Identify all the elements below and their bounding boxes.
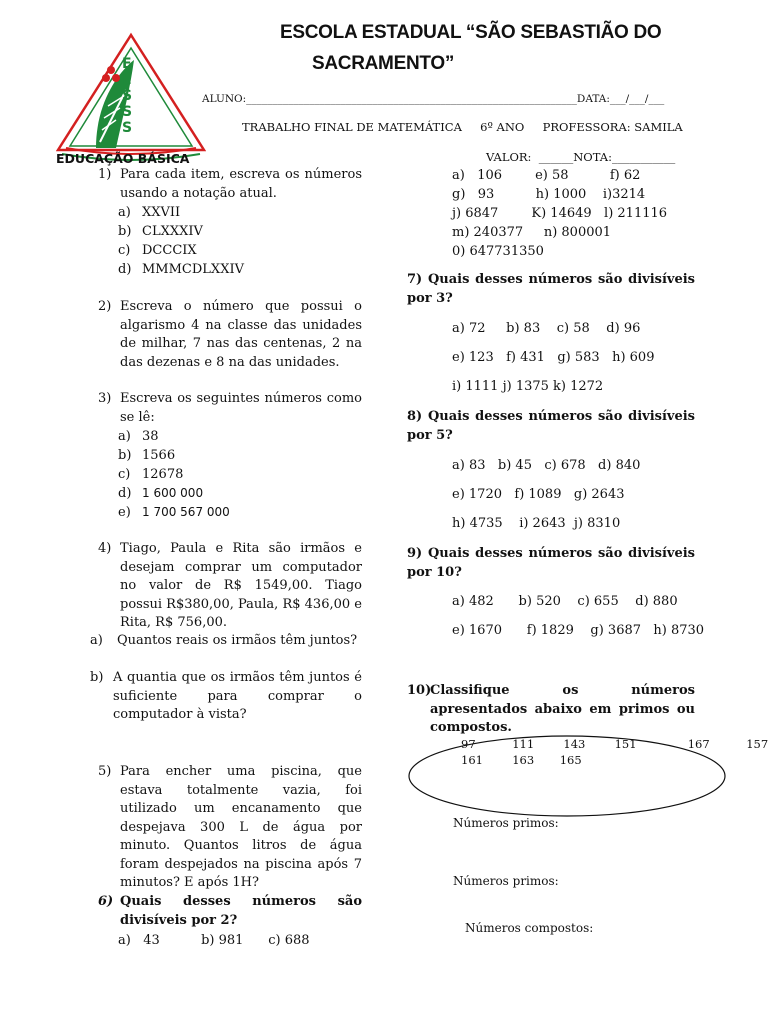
student-line: ALUNO:_______________________________________________________________DATA:___/___/___: [202, 93, 665, 105]
list-item: b) CLXXXIV: [118, 224, 203, 239]
list-row: m) 240377 n) 800001: [452, 225, 612, 240]
question-number: 1): [98, 167, 112, 182]
school-title-line2: SACRAMENTO”: [312, 53, 455, 74]
list-item: c) 12678: [118, 467, 184, 482]
question-8: 8) Quais desses números são divisíveis por 5?: [407, 409, 695, 443]
list-item: e) 1 700 567 000: [118, 505, 230, 520]
list-row: g) 93 h) 1000 i)3214: [452, 187, 646, 202]
logo-caption: EDUCAÇÃO BÁSICA: [56, 151, 190, 166]
school-title-line1: ESCOLA ESTADUAL “SÃO SEBASTIÃO DO: [280, 22, 662, 43]
list-row: h) 4735 i) 2643 j) 8310: [452, 516, 621, 531]
question-6-continued: [452, 166, 667, 261]
question-number: 6): [98, 894, 114, 909]
question-text: Tiago, Paula e Rita são irmãos e desejam comprar um computador no valor de R$ 1549,00. Tiago possui R$380,00, Paula, R$ 436,00 e Rita, R$ 756,00.: [120, 541, 362, 630]
list-item: b) 1566: [118, 448, 176, 463]
list-row: i) 1111 j) 1375 k) 1272: [452, 379, 604, 394]
school-logo: [56, 30, 206, 170]
question-8-options: [452, 456, 640, 533]
question-text: Classifique os números apresentados abaixo em primos ou compostos.: [430, 683, 695, 735]
question-number: 5): [98, 764, 112, 779]
list-item: d) 1 600 000: [118, 486, 204, 501]
list-row: a) 72 b) 83 c) 58 d) 96: [452, 321, 641, 336]
logo-letter: E: [122, 72, 132, 88]
logo-letter: S: [122, 88, 133, 104]
list-row: e) 123 f) 431 g) 583 h) 609: [452, 350, 655, 365]
question-7: 7) Quais desses números são divisíveis por 3?: [407, 272, 695, 306]
list-row: 0) 647731350: [452, 244, 544, 259]
question-1-items: [118, 203, 362, 279]
question-3-items: [118, 427, 362, 522]
logo-letters: [122, 56, 136, 136]
question-4-b: b) A quantia que os irmãos têm juntos é suficiente para comprar o computador à vista?: [90, 670, 362, 722]
list-item: a) XXVII: [118, 205, 181, 220]
composites-label: Números compostos:: [465, 921, 594, 935]
question-5: [98, 763, 362, 893]
question-text: Escreva o número que possui o algarismo 4 na classe das unidades de milhar, 7 nas das centenas, 2 na das dezenas e 8 na das unidades.: [120, 299, 362, 370]
grade-line: VALOR: ______NOTA:___________: [486, 150, 676, 164]
subject-line: TRABALHO FINAL DE MATEMÁTICA 6º ANO PROFESSORA: SAMILA: [242, 120, 683, 134]
question-2: [98, 298, 362, 372]
list-item: d) MMMCDLXXIV: [118, 262, 244, 277]
left-column: [98, 166, 362, 633]
question-text: Quais desses números são divisíveis por 2?: [120, 894, 362, 928]
question-7-options: [452, 319, 654, 396]
list-row: j) 6847 K) 14649 l) 211116: [452, 206, 668, 221]
primes-label-2: Números primos:: [453, 874, 559, 888]
question-text: Escreva os seguintes números como se lê:: [120, 391, 362, 425]
question-9-options: [452, 592, 704, 640]
question-6-row1: a) 43 b) 981 c) 688: [118, 933, 310, 948]
question-4-a: a) Quantos reais os irmãos têm juntos?: [90, 633, 358, 648]
list-row: a) 106 e) 58 f) 62: [452, 168, 641, 183]
list-item: c) DCCCIX: [118, 243, 197, 258]
list-item: a) 38: [118, 429, 159, 444]
numbers-row-1: 97 111 143 151 167 157: [461, 737, 768, 751]
question-text: Para encher uma piscina, que estava totalmente vazia, foi utilizado um encanamento que despejava 300 L de água por minuto. Quantos litros de água foram despejados na piscina após 7 minutos? E após 1H?: [120, 764, 362, 890]
numbers-row-2: 161 163 165: [461, 753, 582, 767]
question-number: 3): [98, 391, 112, 406]
logo-letter: S: [122, 120, 133, 136]
question-3: [98, 390, 362, 427]
question-6: [98, 893, 362, 930]
logo-letter: E: [122, 56, 132, 72]
list-row: e) 1670 f) 1829 g) 3687 h) 8730: [452, 623, 705, 638]
question-4: [98, 540, 362, 633]
list-row: e) 1720 f) 1089 g) 2643: [452, 487, 625, 502]
question-text: Para cada item, escreva os números usando a notação atual.: [120, 167, 362, 201]
list-row: a) 83 b) 45 c) 678 d) 840: [452, 458, 641, 473]
logo-letter: S: [122, 104, 133, 120]
question-1: [98, 166, 362, 203]
question-9: 9) Quais desses números são divisíveis por 10?: [407, 546, 695, 580]
list-row: a) 482 b) 520 c) 655 d) 880: [452, 594, 678, 609]
question-number: 2): [98, 299, 112, 314]
question-number: 4): [98, 541, 112, 556]
primes-label-1: Números primos:: [453, 816, 559, 830]
question-number: 10): [407, 683, 432, 698]
